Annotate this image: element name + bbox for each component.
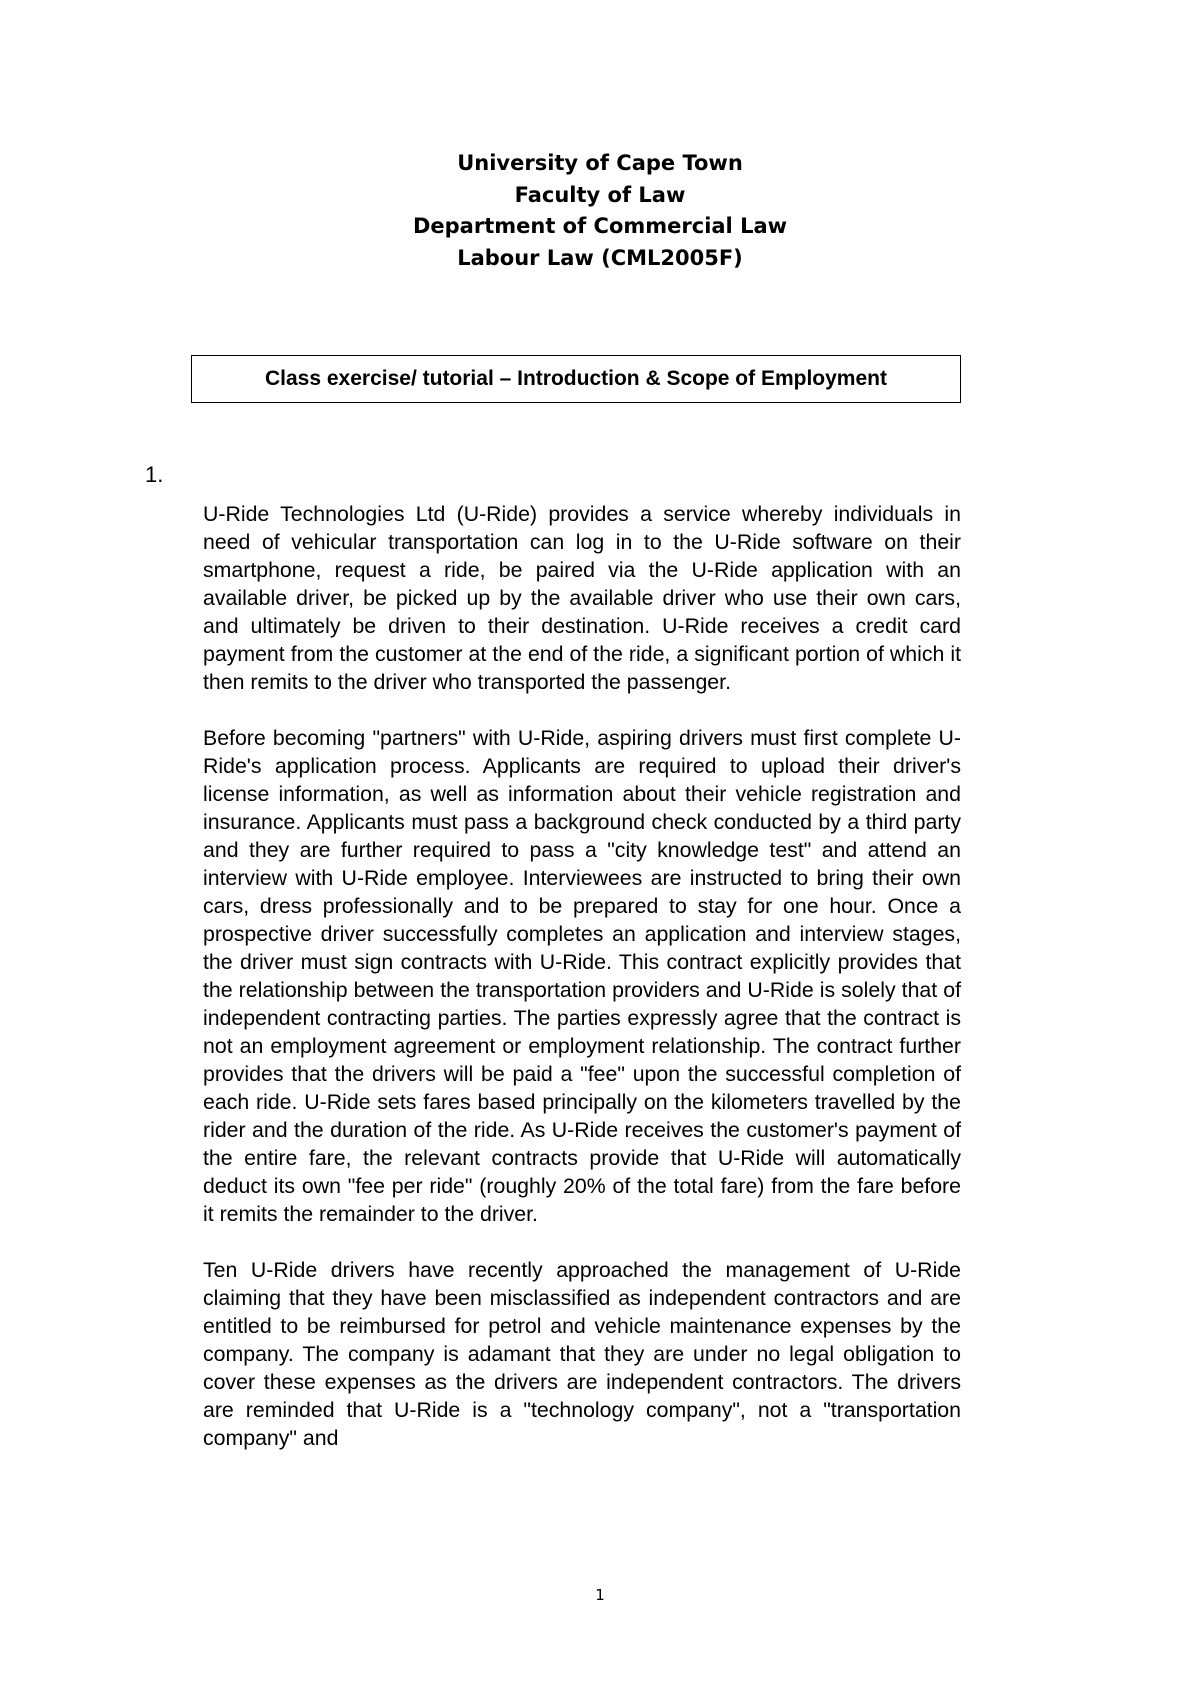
exercise-title: Class exercise/ tutorial – Introduction & Scope of Employment	[265, 367, 887, 390]
course-name: Labour Law (CML2005F)	[457, 245, 743, 270]
faculty-name: Faculty of Law	[514, 182, 686, 207]
question-body	[203, 500, 961, 1480]
question-number: 1.	[145, 462, 164, 487]
university-name: University of Cape Town	[457, 151, 743, 175]
department-name: Department of Commercial Law	[412, 214, 788, 238]
document-header	[0, 148, 1200, 274]
paragraph-driver-onboarding: Before becoming "partners" with U-Ride, aspiring drivers must first complete U-Ride's application process. Applicants are required to upload their driver's license information, as well as information about their vehicle registration and insurance. Applicants must pass a background check conducted by a third party and they are further required to pass a "city knowledge test" and attend an interview with U-Ride employee. Interviewees are instructed to bring their own cars, dress professionally and to be prepared to stay for one hour. Once a prospective driver successfully completes an application and interview stages, the driver must sign contracts with U-Ride. This contract explicitly provides that the relationship between the transportation providers and U-Ride is solely that of independent contracting parties. The parties expressly agree that the contract is not an employment agreement or employment relationship. The contract further provides that the drivers will be paid a "fee" upon the successful completion of each ride. U-Ride sets fares based principally on the kilometers travelled by the rider and the duration of the ride. As U-Ride receives the customer's payment of the entire fare, the relevant contracts provide that U-Ride will automatically deduct its own "fee per ride" (roughly 20% of the total fare) from the fare before it remits the remainder to the driver.	[203, 726, 961, 1226]
exercise-title-box	[191, 355, 961, 403]
paragraph-driver-claim: Ten U-Ride drivers have recently approached the management of U-Ride claiming that they have been misclassified as independent contractors and are entitled to be reimbursed for petrol and vehicle maintenance expenses by the company. The company is adamant that they are under no legal obligation to cover these expenses as the drivers are independent contractors. The drivers are reminded that U-Ride is a "technology company", not a "transportation company" and	[203, 1258, 961, 1450]
page-number: 1	[595, 1586, 605, 1604]
paragraph-service-description: U-Ride Technologies Ltd (U-Ride) provides a service whereby individuals in need of vehicular transportation can log in to the U-Ride software on their smartphone, request a ride, be paired via the U-Ride application with an available driver, be picked up by the available driver who use their own cars, and ultimately be driven to their destination. U-Ride receives a credit card payment from the customer at the end of the ride, a significant portion of which it then remits to the driver who transported the passenger.	[203, 502, 961, 694]
